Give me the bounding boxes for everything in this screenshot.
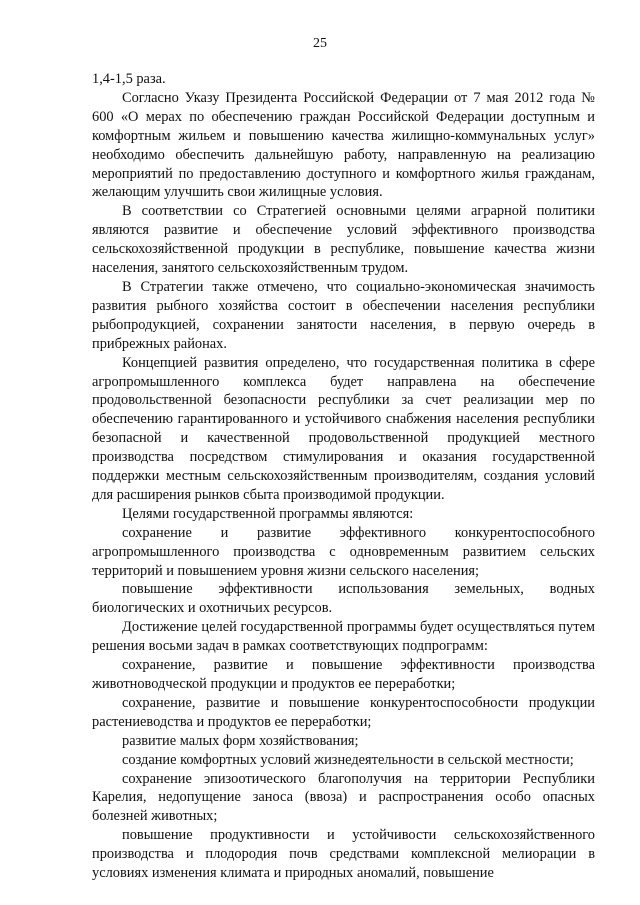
page-number: 25 (313, 36, 327, 51)
list-item: сохранение, развитие и повышение эффективности производства животноводческой продукции и продуктов ее переработки; (92, 657, 595, 692)
paragraph: Достижение целей государственной программы будет осуществляться путем решения восьми задач в рамках соответствующих подпрограмм: (92, 619, 595, 655)
list-item: повышение эффективности использования земельных, водных биологических и охотничьих ресурсов. (92, 581, 595, 617)
list-item: создание комфортных условий жизнедеятельности в сельской местности; (122, 751, 574, 768)
paragraph: В Стратегии также отмечено, что социально-экономическая значимость развития рыбного хозяйства состоит в обеспечении населения республики рыбопродукцией, сохранении занятости населения, в первую очередь в прибрежных районах. (92, 278, 595, 352)
paragraph: В соответствии со Стратегией основными целями аграрной политики являются развитие и обеспечение условий эффективного производства сельскохозяйственной продукции в республике, повышение качества жизни населения, занятого сельскохозяйственным трудом. (92, 203, 595, 277)
list-item: сохранение, развитие и повышение конкурентоспособности продукции растениеводства и продуктов ее переработки; (92, 694, 595, 730)
paragraph: Согласно Указу Президента Российской Федерации от 7 мая 2012 года № 600 «О мерах по обеспечению граждан Российской Федерации доступным и комфортным жильем и повышению качества жилищно-коммунальных услуг» необходимо обеспечить дальнейшую работу, направленную на реализацию мероприятий по предоставлению доступного и комфортного жилья гражданам, желающим улучшить свои жилищные условия. (92, 89, 595, 201)
list-item: повышение продуктивности и устойчивости сельскохозяйственного производства и плодородия почв средствами комплексной мелиорации в условиях изменения климата и природных аномалий, повышение (92, 827, 595, 882)
body-text (92, 70, 595, 883)
list-item: развитие малых форм хозяйствования; (122, 732, 359, 749)
list-item: сохранение эпизоотического благополучия на территории Республики Карелия, недопущение заноса (ввоза) и распространения особо опасных болезней животных; (92, 770, 595, 825)
list-item: сохранение и развитие эффективного конкурентоспособного агропромышленного производства с одновременным развитием сельских территорий и повышением уровня жизни сельского населения; (92, 524, 595, 579)
paragraph: Целями государственной программы являются: (122, 505, 414, 522)
paragraph: 1,4-1,5 раза. (92, 71, 166, 87)
paragraph: Концепцией развития определено, что государственная политика в сфере агропромышленного комплекса будет направлена на обеспечение продовольственной безопасности республики за счет реализации мер по обеспечению гарантированного и устойчивого снабжения населения республики безопасной и качественной продовольственной продукцией местного производства посредством стимулирования и оказания государственной поддержки местным сельскохозяйственным производителям, создания условий для расширения рынков сбыта производимой продукции. (92, 354, 595, 503)
